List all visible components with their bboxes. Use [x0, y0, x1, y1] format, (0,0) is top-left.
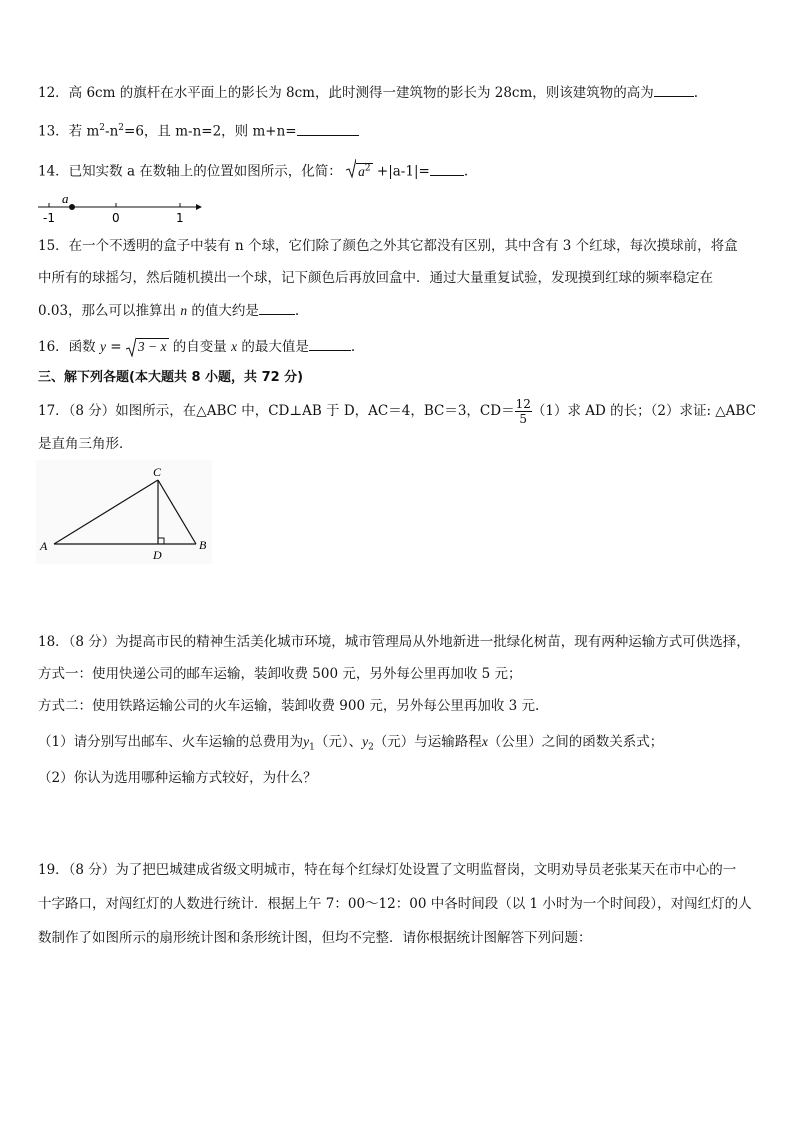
answer-blank: [430, 161, 464, 176]
question-16: 16．函数 y = 3 − x 的自变量 x 的最大值是 .: [38, 336, 355, 357]
answer-blank: [297, 121, 359, 136]
fraction-12-5: $\frac{12}{5}$: [515, 397, 531, 426]
question-13-mid: -n: [105, 123, 119, 140]
question-13-mid2: =6，且 m-n=2，则 m+n=: [124, 123, 297, 140]
exponent: 2: [118, 123, 125, 133]
answer-blank: [259, 300, 295, 315]
question-14-pre: 14．已知实数 a 在数轴上的位置如图所示，化简：: [38, 163, 342, 180]
number-line: [36, 190, 202, 226]
question-17-line-2: 是直角三角形．: [38, 436, 133, 452]
question-15-line-3: 0.03，那么可以推算出 n 的值大约是 .: [38, 300, 299, 321]
question-13: [38, 118, 359, 142]
vertex-c-label: C: [153, 465, 162, 479]
question-12-text: 12．高 6cm 的旗杆在水平面上的影长为 8cm，此时测得一建筑物的影长为 28cm，则该建筑物的高为: [38, 85, 654, 101]
exponent: 2: [99, 123, 106, 133]
answer-blank: [309, 336, 351, 351]
answer-blank: [654, 82, 694, 97]
question-19-line-1: 19．（8 分）为了把巴城建成省级文明城市，特在每个红绿灯处设置了文明监督岗，文明劝导员老张某天在市中心的一: [38, 862, 737, 878]
tick-label: 1: [176, 211, 184, 225]
sqrt-expression: 3 − x: [126, 337, 169, 357]
point-a: [69, 204, 75, 210]
tick-label: 0: [112, 211, 120, 225]
question-19-line-2: 十字路口，对闯红灯的人数进行统计．根据上午 7：00～12：00 中各时间段（以 1 小时为一个时间段），对闯红灯的人: [38, 896, 752, 912]
question-19-line-3: 数制作了如图所示的扇形统计图和条形统计图，但均不完整．请你根据统计图解答下列问题：: [38, 930, 592, 946]
question-12: [38, 82, 698, 103]
question-13-pre: 13．若 m: [38, 123, 100, 140]
sqrt-expression: $a^2$: [346, 158, 372, 182]
vertex-b-label: B: [199, 538, 207, 552]
vertex-a-label: A: [40, 539, 48, 553]
period: .: [693, 85, 699, 101]
question-18-line-1: 18．（8 分）为提高市民的精神生活美化城市环境，城市管理局从外地新进一批绿化树苗，现有两种运输方式可供选择，: [38, 634, 750, 650]
question-18-line-3: 方式二：使用铁路运输公司的火车运输，装卸收费 900 元，另外每公里再加收 3 元.: [38, 698, 540, 714]
question-18-line-4: （1）请分别写出邮车、火车运输的总费用为$y_1$（元）、$y_2$（元）与运输路程x（公里）之间的函数关系式；: [38, 734, 664, 753]
question-15-line-2: 中所有的球摇匀，然后随机摸出一个球，记下颜色后再放回盒中．通过大量重复试验，发现摸到红球的频率稳定在: [38, 270, 713, 286]
question-14: 14．已知实数 a 在数轴上的位置如图所示，化简： $a^2 +|a-1|=$ .: [38, 158, 468, 182]
question-18-line-2: 方式一：使用快递公司的邮车运输，装卸收费 500 元，另外每公里再加收 5 元；: [38, 666, 522, 682]
tick-label: -1: [43, 211, 55, 225]
question-17: 17．（8 分）如图所示，在△ABC 中，CD⊥AB 于 D，AC＝4，BC＝3，CD＝ $\frac{12}{5}$ （1）求 AD 的长；（2）求证: △ABC: [38, 397, 756, 426]
point-a-label: a: [62, 191, 69, 206]
vertex-d-label: D: [153, 548, 162, 562]
question-18-line-5: （2）你认为选用哪种运输方式较好，为什么？: [38, 770, 317, 786]
question-15-line-1: 15．在一个不透明的盒子中装有 n 个球，它们除了颜色之外其它都没有区别，其中含有 3 个红球，每次摸球前，将盒: [38, 238, 738, 254]
section-3-title: 三、解下列各题(本大题共 8 小题，共 72 分): [38, 370, 304, 385]
question-14-post: +|a-1|=: [372, 163, 430, 180]
triangle-figure: [36, 460, 212, 564]
